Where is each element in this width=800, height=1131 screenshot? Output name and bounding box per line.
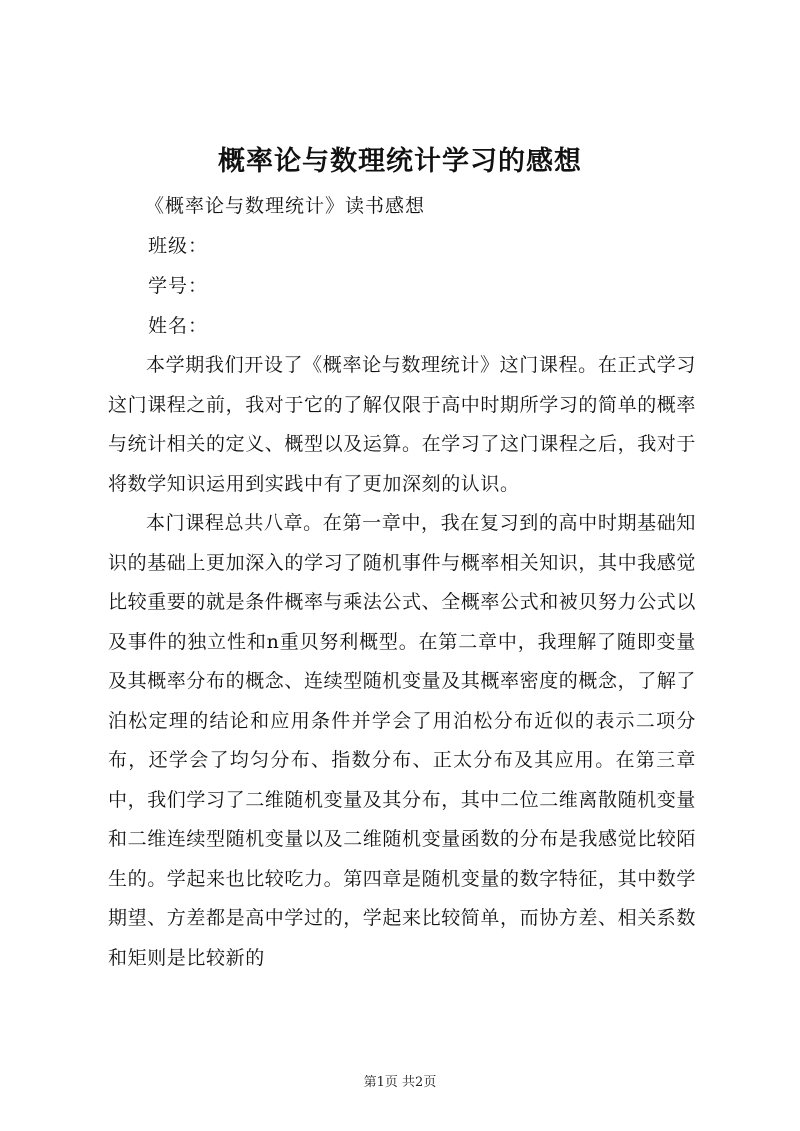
student-id-label: 学号： (148, 275, 209, 297)
page-footer: 第1页 共2页 (363, 1075, 437, 1090)
document-title: 概率论与数理统计学习的感想 (218, 146, 582, 177)
paragraph: 本门课程总共八章。在第一章中，我在复习到的高中时期基础知识的基础上更加深入的学习了随机事件与概率相关知识，其中我感觉比较重要的就是条件概率与乘法公式、全概率公式和被贝努力公式以及事件的独立性和n重贝努利概型。在第二章中，我理解了随即变量及其概率分布的概念、连续型随机变量及其概率密度的概念，了解了泊松定理的结论和应用条件并学会了用泊松分布近似的表示二项分布，还学会了均匀分布、指数分布、正太分布及其应用。在第三章中，我们学习了二维随机变量及其分布，其中二位二维离散随机变量和二维连续型随机变量以及二维随机变量函数的分布是我感觉比较陌生的。学起来也比较吃力。第四章是随机变量的数字特征，其中数学期望、方差都是高中学过的，学起来比较简单，而协方差、相关系数和矩则是比较新的 (108, 512, 697, 969)
name-label: 姓名： (148, 315, 209, 337)
class-label: 班级： (148, 235, 209, 257)
document-body (108, 346, 696, 978)
document-subtitle: 《概率论与数理统计》读书感想 (145, 195, 426, 217)
paragraph: 本学期我们开设了《概率论与数理统计》这门课程。在正式学习这门课程之前，我对于它的了解仅限于高中时期所学习的简单的概率与统计相关的定义、概型以及运算。在学习了这门课程之后，我对于将数学知识运用到实践中有了更加深刻的认识。 (108, 354, 697, 495)
